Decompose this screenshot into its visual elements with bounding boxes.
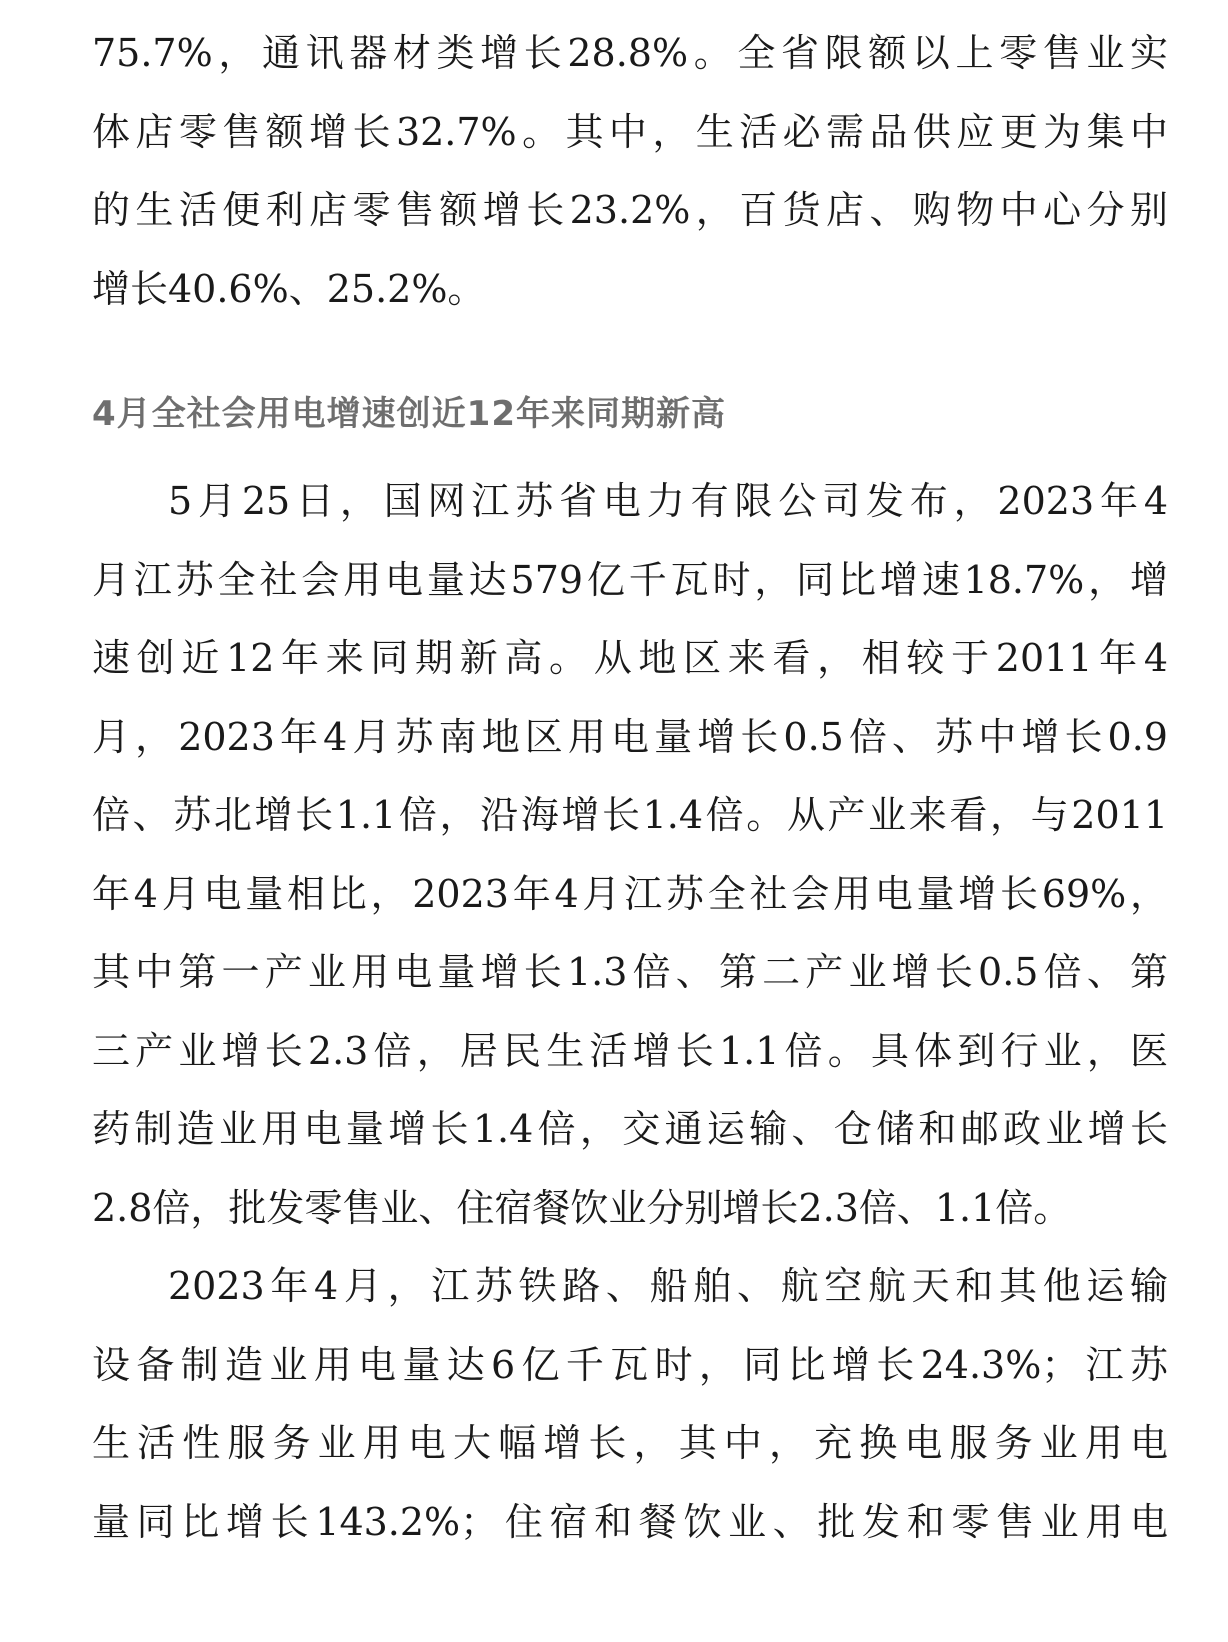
text-line: 2.8倍，批发零售业、住宿餐饮业分别增长2.3倍、1.1倍。 [92, 1185, 1072, 1230]
text-line: 增长40.6%、25.2%。 [92, 266, 486, 311]
text-line: 的生活便利店零售额增长23.2%，百货店、购物中心分别 [92, 188, 1168, 232]
text-line: 5月25日，国网江苏省电力有限公司发布，2023年4 [168, 479, 1168, 523]
text-line: 药制造业用电量增长1.4倍，交通运输、仓储和邮政业增长 [92, 1107, 1168, 1151]
paragraph-retail-continued [92, 14, 1168, 328]
text-line: 倍、苏北增长1.1倍，沿海增长1.4倍。从产业来看，与2011 [92, 793, 1168, 837]
paragraph-electricity-industry [92, 1247, 1168, 1561]
text-line: 量同比增长143.2%；住宿和餐饮业、批发和零售业用电 [92, 1499, 1168, 1544]
section-spacer [92, 328, 1168, 384]
text-line: 体店零售额增长32.7%。其中，生活必需品供应更为集中 [92, 109, 1168, 154]
text-line: 2023年4月，江苏铁路、船舶、航空航天和其他运输 [168, 1264, 1168, 1308]
text-line: 设备制造业用电量达6亿千瓦时，同比增长24.3%；江苏 [92, 1342, 1168, 1387]
text-line: 速创近12年来同期新高。从地区来看，相较于2011年4 [92, 636, 1168, 680]
paragraph-electricity-overview [92, 462, 1168, 1247]
text-line: 75.7%，通讯器材类增长28.8%。全省限额以上零售业实 [92, 31, 1168, 75]
text-line: 年4月电量相比，2023年4月江苏全社会用电量增长69%， [92, 871, 1168, 916]
section-heading: 4月全社会用电增速创近12年来同期新高 [92, 394, 726, 434]
text-line: 生活性服务业用电大幅增长，其中，充换电服务业用电 [92, 1421, 1168, 1465]
text-line: 三产业增长2.3倍，居民生活增长1.1倍。具体到行业，医 [92, 1028, 1168, 1073]
text-line: 其中第一产业用电量增长1.3倍、第二产业增长0.5倍、第 [92, 950, 1168, 994]
text-line: 月江苏全社会用电量达579亿千瓦时，同比增速18.7%，增 [92, 557, 1168, 602]
document-page [92, 14, 1168, 1561]
text-line: 月，2023年4月苏南地区用电量增长0.5倍、苏中增长0.9 [92, 714, 1168, 759]
